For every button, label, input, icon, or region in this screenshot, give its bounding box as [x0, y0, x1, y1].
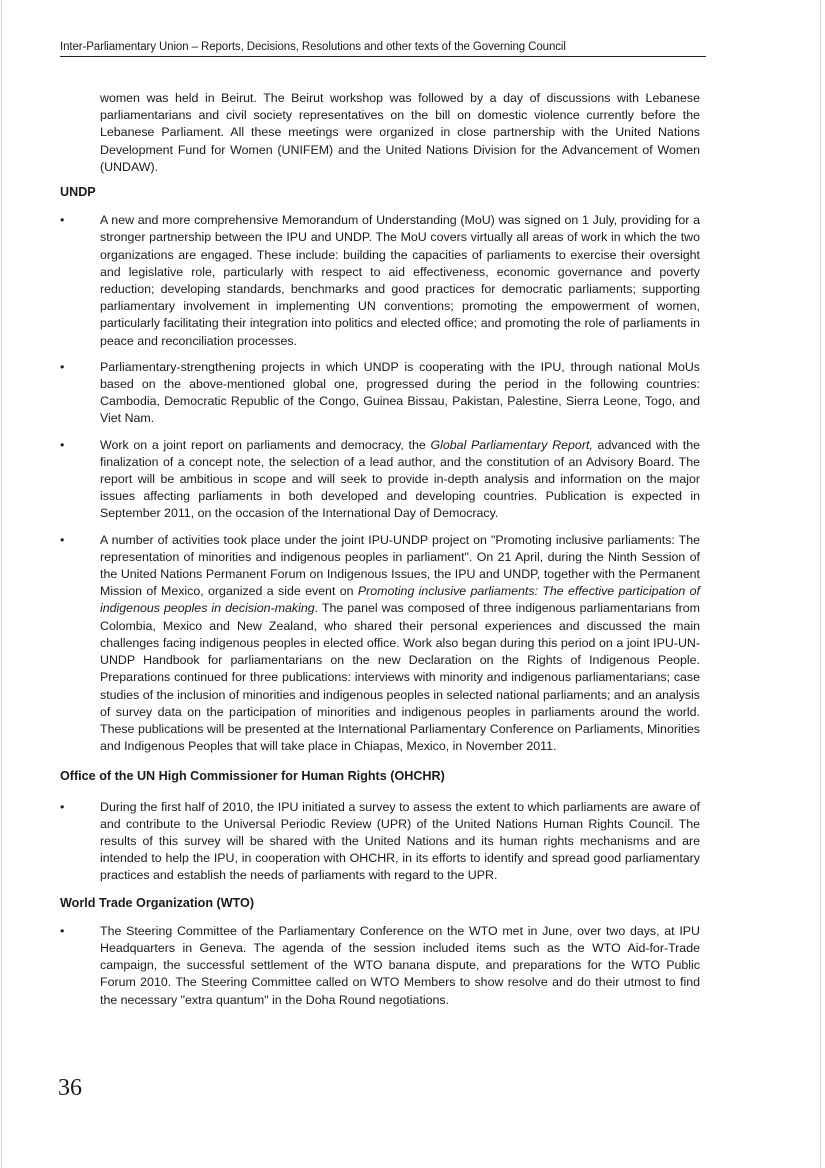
section-heading: Office of the UN High Commissioner for Human Rights (OHCHR) — [60, 769, 445, 784]
bullet-icon: • — [60, 213, 65, 228]
list-item — [60, 923, 700, 1009]
list-item-text: During the first half of 2010, the IPU initiated a survey to assess the extent to which parliaments are aware of and contribute to the Universal Periodic Review (UPR) of the United Nations Human Rights Council. The results of this survey will be shared with the United Nations and its human rights mechanisms and are intended to help the IPU, in cooperation with OHCHR, in its efforts to identify and spread good parliamentary practices and establish the needs of parliaments with regard to the UPR. — [100, 799, 700, 883]
page-number: 36 — [58, 1075, 82, 1101]
section-ohchr — [60, 768, 700, 884]
bullet-icon: • — [60, 359, 65, 374]
running-header-title: Inter-Parliamentary Union – Reports, Decisions, Resolutions and other texts of the Governing Council — [60, 41, 566, 53]
page-edge-line — [820, 0, 821, 1168]
section-undp — [60, 184, 700, 755]
list-item-text: Parliamentary-strengthening projects in which UNDP is cooperating with the IPU, through national MoUs based on the above-mentioned global one, progressed during the period in the following countries: Cambodia, Democratic Republic of the Congo, Guinea Bissau, Pakistan, Palestine, Sierra Leone, Togo, and Viet Nam. — [100, 359, 700, 426]
list-item-text: . The panel was composed of three indigenous parliamentarians from Colombia, Mexico and New Zealand, who shared their personal experiences and discussed the main challenges facing indigenous peoples in elected office. Work also began during this period on a joint IPU-UN-UNDP Handbook for parliamentarians on the new Declaration on the Rights of Indigenous People. Preparations continued for three publications: interviews with minority and indigenous parliamentarians; case studies of the inclusion of minorities and indigenous peoples in selected national parliaments; and an analysis of survey data on the participation of minorities and indigenous peoples in parliaments around the world. These publications will be presented at the International Parliamentary Conference on Parliaments, Minorities and Indigenous Peoples that will take place in Chiapas, Mexico, in November 2011. — [100, 601, 700, 754]
list-item-text: The Steering Committee of the Parliamentary Conference on the WTO met in June, over two days, at IPU Headquarters in Geneva. The agenda of the session included items such as the WTO Aid-for-Trade campaign, the successful settlement of the WTO banana dispute, and preparations for the WTO Public Forum 2010. The Steering Committee called on WTO Members to show resolve and do their utmost to find the necessary "extra quantum" in the Doha Round negotiations. — [100, 923, 700, 1007]
list-item-text: A number of activities took place under the joint IPU-UNDP project on "Promoting inclusive parliaments: The representation of minorities and indigenous peoples in parliament". On 21 April, during the Ninth Session of the United Nations Permanent Forum on Indigenous Issues, the IPU and UNDP, together with the Permanent Mission of Mexico, organized a side event on — [100, 532, 700, 599]
report-title: Global Parliamentary Report, — [430, 437, 593, 452]
section-wto — [60, 895, 700, 1009]
list-item-text: advanced with the finalization of a concept note, the selection of a lead author, and the constitution of an Advisory Board. The report will be ambitious in scope and will seek to provide in-depth analysis and information on the major issues affecting parliaments in both developed and developing countries. Publication is expected in September 2011, on the occasion of the International Day of Democracy. — [100, 437, 700, 521]
running-header — [60, 41, 706, 57]
list-item-text: A new and more comprehensive Memorandum of Understanding (MoU) was signed on 1 July, providing for a stronger partnership between the IPU and UNDP. The MoU covers virtually all areas of work in which the two organizations are engaged. These include: building the capacities of parliaments to exercise their oversight and legislative role, particularly with respect to aid effectiveness, economic governance and poverty reduction; developing standards, benchmarks and good practices for democratic parliaments; supporting parliamentary involvement in implementing UN conventions; promoting the empowerment of women, particularly facilitating their integration into politics and elected office; and promoting the role of parliaments in peace and reconciliation processes. — [100, 213, 700, 348]
section-heading: World Trade Organization (WTO) — [60, 895, 255, 910]
list-item — [60, 799, 700, 885]
bullet-icon: • — [60, 923, 65, 938]
event-title: Promoting inclusive parliaments: The effective participation of indigenous peoples in decision-making — [100, 584, 700, 616]
list-item — [60, 437, 700, 523]
bullet-icon: • — [60, 437, 65, 452]
list-item — [60, 359, 700, 428]
page-edge-line — [1, 0, 2, 1168]
section-heading: UNDP — [60, 185, 96, 200]
page-body — [60, 90, 700, 1009]
bullet-icon: • — [60, 532, 65, 547]
bullet-icon: • — [60, 799, 65, 814]
list-item — [60, 532, 700, 756]
intro-paragraph: women was held in Beirut. The Beirut workshop was followed by a day of discussions with Lebanese parliamentarians and civil society representatives on the bill on domestic violence currently before the Lebanese Parliament. All these meetings were organized in close partnership with the United Nations Development Fund for Women (UNIFEM) and the United Nations Division for the Advancement of Women (UNDAW). — [100, 91, 700, 174]
list-item-text: Work on a joint report on parliaments and democracy, the — [100, 437, 431, 452]
list-item — [60, 212, 700, 350]
